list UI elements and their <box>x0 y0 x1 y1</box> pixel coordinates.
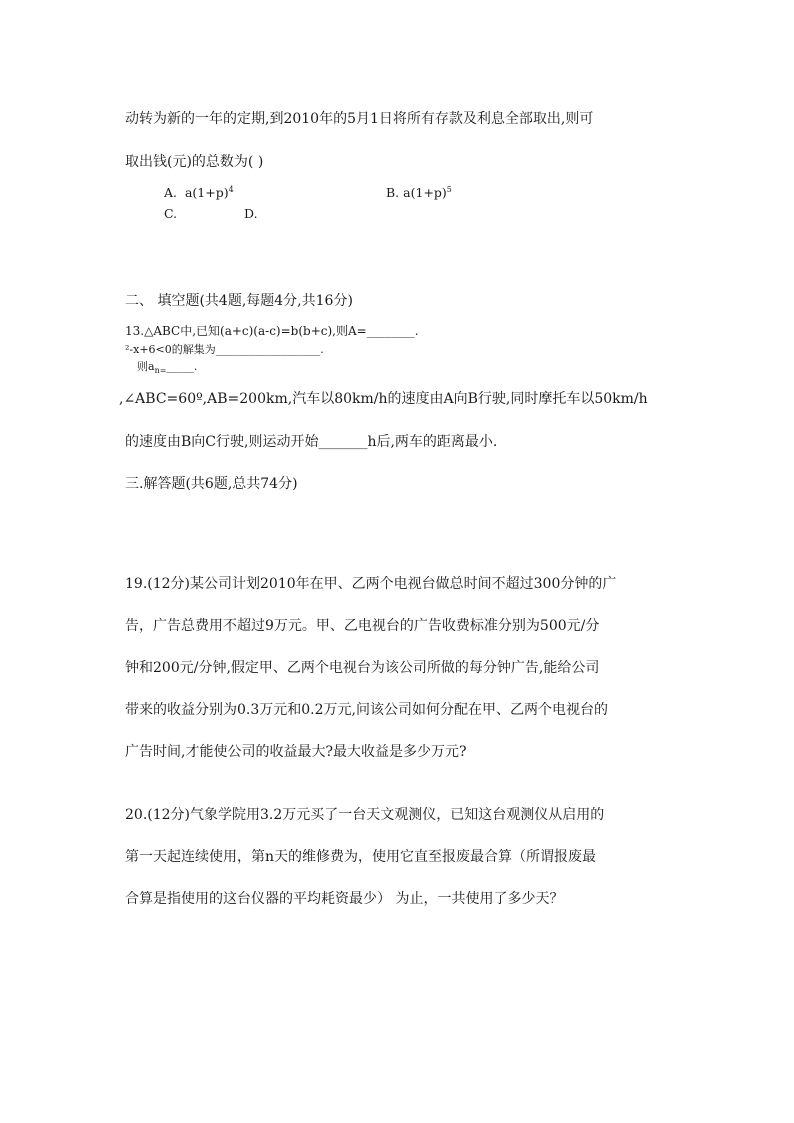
question-14: ²-x+6<0的解集为___________________. <box>125 343 324 356</box>
option-a-exponent: 4 <box>228 185 234 194</box>
option-b-exponent: 5 <box>446 185 452 194</box>
question-15-blank: _____. <box>166 360 198 373</box>
q12-line-1: 动转为新的一年的定期,到2010年的5月1日将所有存款及利息全部取出,则可 <box>125 111 594 127</box>
section-2-heading: 二、 填空题(共4题,每题4分,共16分) <box>125 293 353 309</box>
question-15 <box>137 358 197 375</box>
question-19-line-3: 钟和200元/分钟,假定甲、乙两个电视台为该公司所做的每分钟广告,能给公司 <box>125 660 600 676</box>
option-a <box>164 185 234 200</box>
question-20-line-1: 20.(12分)气象学院用3.2万元买了一台天文观测仪，已知这台观测仪从启用的 <box>125 807 605 823</box>
question-15-subscript: n= <box>154 366 167 376</box>
section-3-heading: 三.解答题(共6题,总共74分) <box>125 476 298 492</box>
question-15-prefix: 则a <box>137 360 155 373</box>
question-16-line-1: ,∠ABC=60º,AB=200km,汽车以80km/h的速度由A向B行驶,同时摩托车以50km/h <box>119 391 648 407</box>
question-19-line-1: 19.(12分)某公司计划2010年在甲、乙两个电视台做总时间不超过300分钟的广 <box>125 576 617 592</box>
question-20-line-3: 合算是指使用的这台仪器的平均耗资最少） 为止，一共使用了多少天？ <box>125 891 564 907</box>
option-d: D. <box>244 206 258 221</box>
option-c: C. <box>164 206 178 221</box>
question-13: 13.△ABC中,已知(a+c)(a-c)=b(b+c),则A=________. <box>125 324 419 338</box>
option-b <box>386 185 452 200</box>
question-19-line-5: 广告时间,才能使公司的收益最大?最大收益是多少万元? <box>125 744 467 760</box>
question-19-line-4: 带来的收益分别为0.3万元和0.2万元,问该公司如何分配在甲、乙两个电视台的 <box>125 702 608 718</box>
question-16-line-2: 的速度由B向C行驶,则运动开始_______h后,两车的距离最小. <box>125 434 498 450</box>
option-b-text: a(1+p) <box>403 185 447 201</box>
question-20-line-2: 第一天起连续使用，第n天的维修费为，使用它直至报废最合算（所谓报废最 <box>125 849 597 865</box>
q12-line-2: 取出钱(元)的总数为( ) <box>125 154 264 170</box>
option-a-text: a(1+p) <box>184 185 229 201</box>
option-b-label: B. <box>386 185 400 201</box>
question-19-line-2: 告，广告总费用不超过9万元。甲、乙电视台的广告收费标准分别为500元/分 <box>125 618 600 634</box>
option-a-label: A. <box>164 185 178 201</box>
